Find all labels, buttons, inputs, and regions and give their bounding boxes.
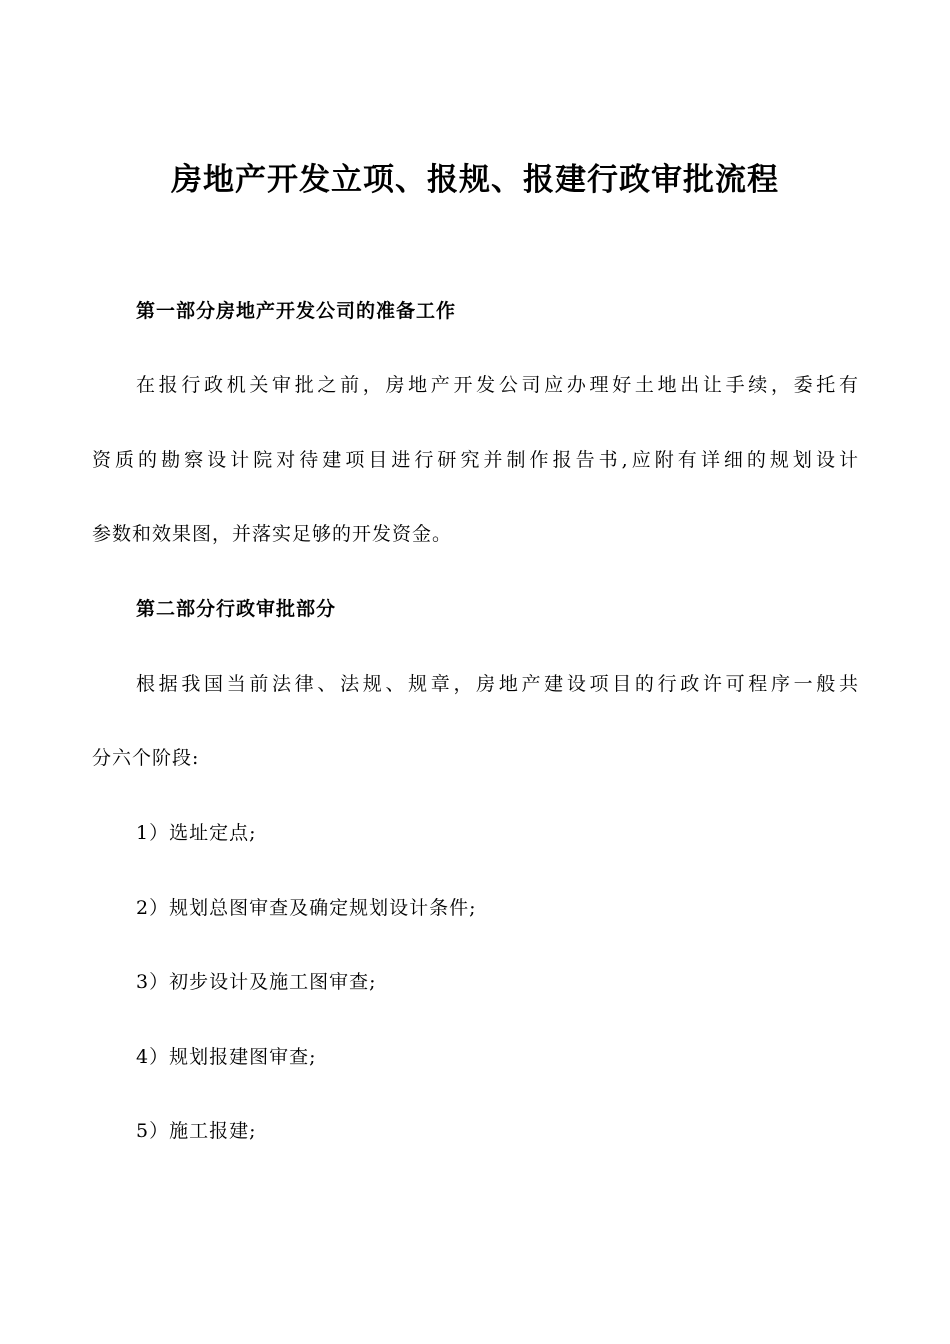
stage-item-2: 2）规划总图审查及确定规划设计条件; (136, 897, 477, 919)
stage-item-1: 1）选址定点; (136, 822, 257, 844)
section-2-paragraph-line-2: 分六个阶段: (92, 747, 200, 769)
section-1-paragraph-line-1: 在报行政机关审批之前，房地产开发公司应办理好土地出让手续，委托有 (136, 374, 858, 396)
stage-item-4: 4）规划报建图审查; (136, 1046, 317, 1068)
stage-item-5: 5）施工报建; (136, 1120, 257, 1142)
section-2-paragraph-line-1: 根据我国当前法律、法规、规章，房地产建设项目的行政许可程序一般共 (136, 673, 858, 695)
stage-item-3: 3）初步设计及施工图审查; (136, 971, 377, 993)
section-1-paragraph-line-3: 参数和效果图，并落实足够的开发资金。 (92, 523, 453, 545)
section-2-heading: 第二部分行政审批部分 (136, 598, 337, 620)
section-1-heading: 第一部分房地产开发公司的准备工作 (136, 300, 457, 322)
section-1-paragraph-line-2: 资质的勘察设计院对待建项目进行研究并制作报告书,应附有详细的规划设计 (92, 449, 858, 471)
document-title: 房地产开发立项、报规、报建行政审批流程 (171, 162, 779, 198)
